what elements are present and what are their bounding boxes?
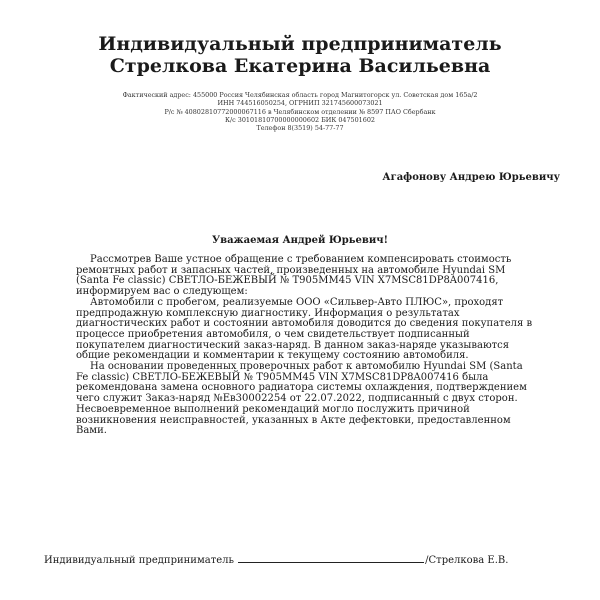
header-title: Индивидуальный предприниматель bbox=[98, 33, 502, 55]
paragraph-2: Автомобили с пробегом, реализуемые ООО «Сильвер-Авто ПЛЮС», проходят предпродажную комплексную диагностику. Информация о результатах диагностических работ и состоянии автомобиля доводится до сведения покупателя в процессе приобретения автомобиля, о чем свидетельствует подписанный покупателем диагностический заказ-наряд. В данном заказ-наряде указываются общие рекомендации и комментарии к текущему состоянию автомобиля. bbox=[76, 296, 533, 362]
recipient: Агафонову Андрею Юрьевичу bbox=[382, 172, 560, 183]
signature-title: Индивидуальный предприниматель bbox=[44, 555, 234, 566]
requisites-inn: ИНН 744516050254, ОГРНИП 321745600073021 bbox=[217, 99, 383, 108]
signature-line bbox=[44, 553, 508, 566]
requisites-address: Фактический адрес: 455000 Россия Челябинская область город Магнитогорск ул. Советская дом 165а/2 bbox=[122, 91, 478, 99]
requisites-corr-account: К/с 30101810700000000602 БИК 047501602 bbox=[225, 115, 375, 124]
signature-underline bbox=[238, 553, 424, 563]
header-name: Стрелкова Екатерина Васильевна bbox=[109, 55, 491, 77]
greeting: Уважаемая Андрей Юрьевич! bbox=[212, 235, 388, 246]
letter-body bbox=[76, 255, 538, 437]
requisites-account: Р/с № 40802810772000067116 в Челябинском отделении № 8597 ПАО Сбербанк bbox=[164, 107, 436, 116]
requisites-block bbox=[0, 91, 600, 132]
paragraph-3: На основании проведенных проверочных работ к автомобилю Hyundai SM (Santa Fe classic) СВЕТЛО-БЕЖЕВЫЙ № Т905ММ45 VIN X7MSC81DP8A007416 была рекомендована замена основного радиатора системы охлаждения, подтверждением чего служит Заказ-наряд №Ев30002254 от 22.07.2022, подписанный с двух сторон. Несвоевременное выполнений рекомендаций могло послужить причиной возникновения неисправностей, указанных в Акте дефектовки, предоставленном Вами. bbox=[76, 361, 527, 437]
requisites-phone: Телефон 8(3519) 54-77-77 bbox=[256, 124, 344, 133]
signature-name: /Стрелкова Е.В. bbox=[425, 555, 509, 566]
paragraph-1: Рассмотрев Ваше устное обращение с требованием компенсировать стоимость ремонтных работ и запасных частей, произведенных на автомобиле Hyundai SM (Santa Fe classic) СВЕТЛО-БЕЖЕВЫЙ № Т905ММ45 VIN X7MSC81DP8A007416, информируем вас о следующем: bbox=[76, 254, 512, 298]
